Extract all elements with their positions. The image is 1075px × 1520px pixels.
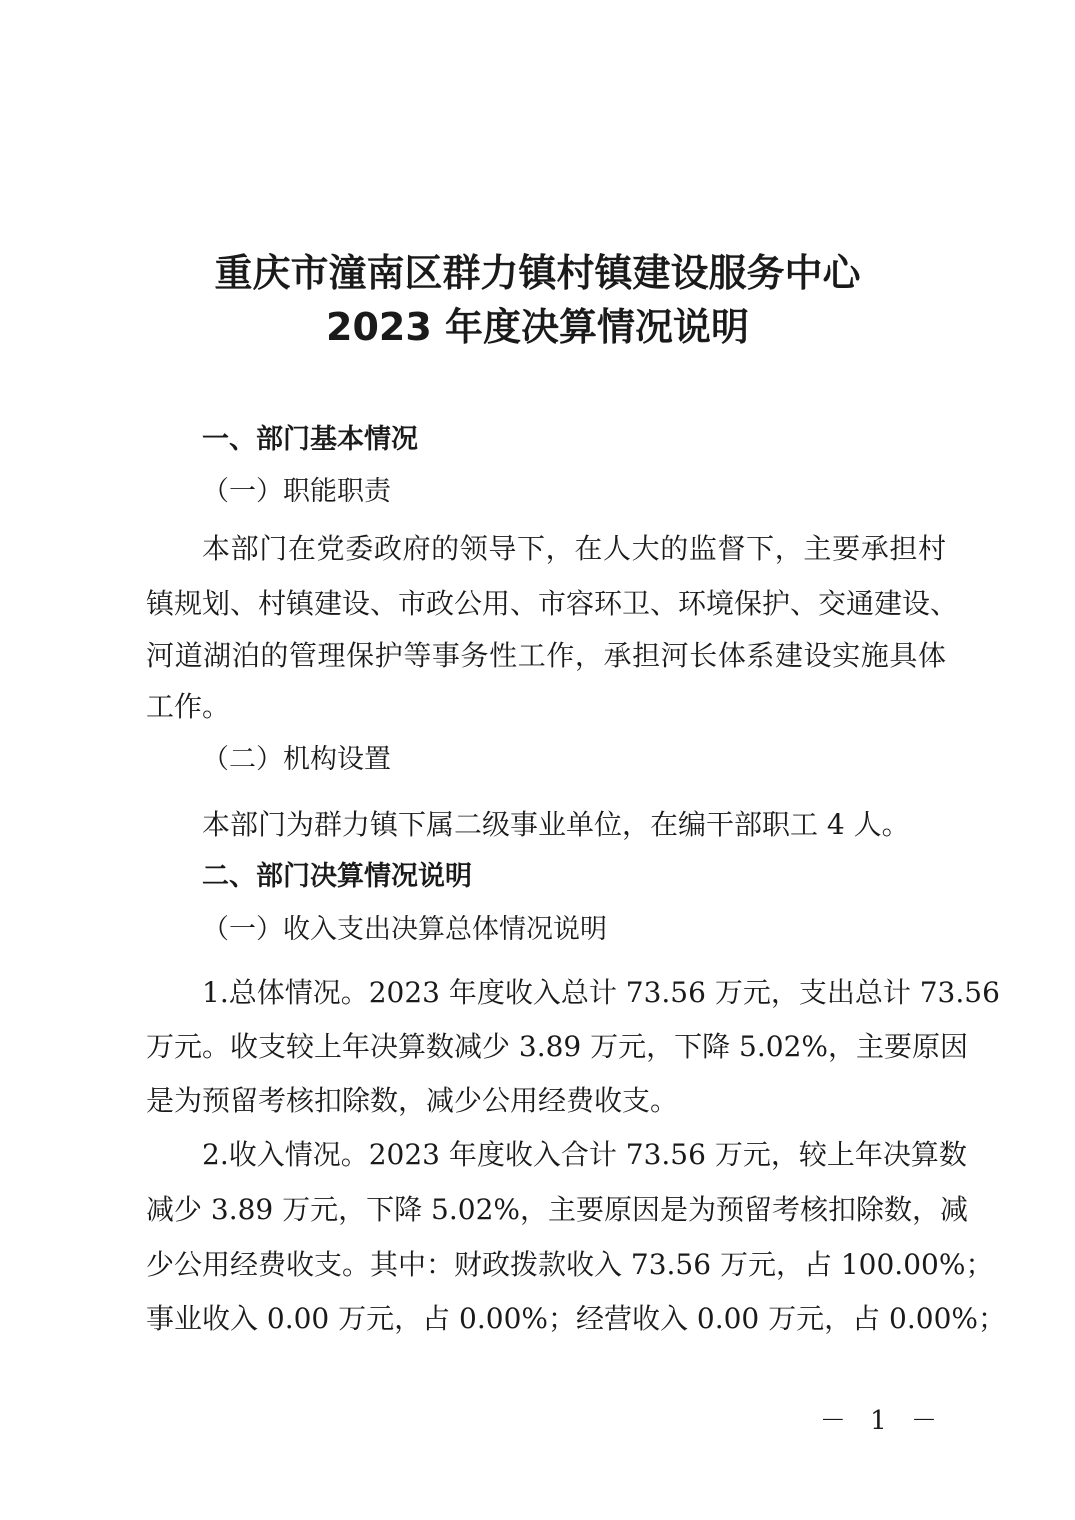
paragraph-line: 河道湖泊的管理保护等事务性工作，承担河长体系建设实施具体 [146, 639, 946, 672]
document-title-line-1: 重庆市潼南区群力镇村镇建设服务中心 [214, 251, 861, 295]
paragraph-line: 镇规划、村镇建设、市政公用、市容环卫、环境保护、交通建设、 [146, 587, 959, 620]
paragraph-line: 1.总体情况。2023 年度收入总计 73.56 万元，支出总计 73.56 [202, 976, 1000, 1009]
subheading-organization: （二）机构设置 [202, 744, 391, 775]
document-title-line-2: 2023 年度决算情况说明 [326, 305, 749, 349]
paragraph-line: 减少 3.89 万元，下降 5.02%，主要原因是为预留考核扣除数，减 [146, 1193, 968, 1226]
subheading-functions: （一）职能职责 [202, 476, 391, 507]
page-number: － 1 － [819, 1406, 945, 1436]
paragraph-line: 万元。收支较上年决算数减少 3.89 万元，下降 5.02%，主要原因 [146, 1030, 968, 1063]
paragraph-line: 工作。 [146, 690, 231, 723]
paragraph-line: 事业收入 0.00 万元，占 0.00%；经营收入 0.00 万元，占 0.00%； [146, 1302, 1006, 1335]
paragraph-line: 是为预留考核扣除数，减少公用经费收支。 [146, 1084, 679, 1117]
section-heading-final-accounts: 二、部门决算情况说明 [202, 861, 472, 892]
paragraph-line: 本部门在党委政府的领导下，在人大的监督下，主要承担村 [202, 532, 946, 565]
paragraph-line: 本部门为群力镇下属二级事业单位，在编干部职工 4 人。 [202, 808, 910, 841]
paragraph-line: 2.收入情况。2023 年度收入合计 73.56 万元，较上年决算数 [202, 1138, 967, 1171]
subheading-income-expenditure: （一）收入支出决算总体情况说明 [202, 914, 607, 945]
paragraph-line: 少公用经费收支。其中：财政拨款收入 73.56 万元，占 100.00%； [146, 1248, 994, 1281]
section-heading-basic-info: 一、部门基本情况 [202, 424, 418, 455]
